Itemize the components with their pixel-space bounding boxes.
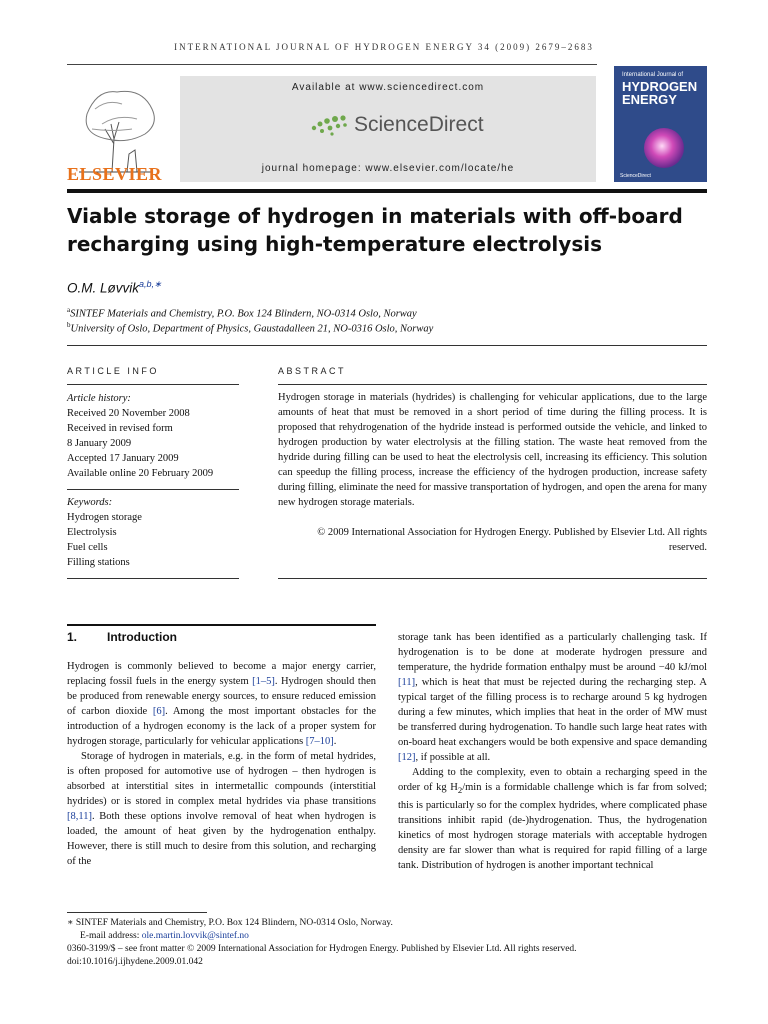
affiliation-a-mark: a	[67, 306, 71, 314]
keyword-item: Fuel cells	[67, 542, 108, 553]
cover-journal-title	[622, 80, 697, 106]
affiliation-b	[67, 321, 433, 335]
cover-title-line1: HYDROGEN	[622, 79, 698, 94]
cover-title-line2: ENERGY	[622, 92, 677, 107]
intro-paragraph-4	[398, 765, 707, 873]
email-label: E-mail address:	[80, 931, 142, 941]
author-line	[67, 279, 162, 296]
abstract-text: Hydrogen storage in materials (hydrides) is challenging for vehicular applications, due to the large amounts of heat that must be removed in a short period of time during the filling process. It is proposed that rehydrogenation of the hydride instead is performed outside the vehicle, and linked to hydrogen production by water electrolysis at the filling station. The waste heat removed from the hydride during filling can be used to heat the electrolysis cell, increasing its efficiency. This solution can speedup the filling process, increase the efficiency of the hydrogen production, increase safety during filling, eliminate the need for massive transportation of hydrogen, and open the arena for many new hydrogen storage materials.	[278, 392, 707, 508]
citation-link[interactable]: [8,11]	[67, 811, 92, 822]
history-accepted: Accepted 17 January 2009	[67, 453, 179, 464]
section-title: Introduction	[107, 630, 177, 644]
cover-footer: ScienceDirect	[620, 173, 651, 179]
text-run: /min is a formidable challenge which is far from solved; this is particularly so for the complex hydrides, where complicated phase transitions inhibit rapid (de-)hydrogenation. Thus, the hydrogenation kinetics of most hydrogen storage materials with acceptable hydrogen density are far slower than what is required for rapid filling of a large tank. Distribution of hydrogen is another important technical	[398, 782, 707, 872]
citation-link[interactable]: [7–10]	[305, 736, 334, 747]
article-title: Viable storage of hydrogen in materials with off-board recharging using high-temperature electrolysis	[67, 204, 683, 256]
email-line	[80, 930, 700, 943]
affiliation-a	[67, 306, 417, 320]
journal-homepage-link[interactable]: journal homepage: www.elsevier.com/locate/he	[261, 163, 515, 174]
section-number: 1.	[67, 630, 78, 644]
article-info-heading: ARTICLE INFO	[67, 366, 159, 376]
running-head: INTERNATIONAL JOURNAL OF HYDROGEN ENERGY 34 (2009) 2679–2683	[174, 42, 594, 52]
footnote-star: ∗	[67, 918, 74, 928]
header-divider	[67, 345, 707, 346]
journal-cover	[614, 66, 707, 182]
intro-rule	[67, 624, 376, 626]
text-run: . Both these options involve removal of heat when hydrogen is loaded, the amount of heat given by the hydrogenation enthalpy. However, there is still much to desire from this solution, and recharging of the	[67, 811, 376, 867]
cover-orb-image	[644, 128, 684, 168]
available-at-link[interactable]: Available at www.sciencedirect.com	[291, 82, 485, 93]
intro-left-column	[67, 659, 376, 869]
section-heading-introduction	[67, 630, 177, 644]
citation-link[interactable]: [11]	[398, 677, 416, 688]
abstract-rule	[278, 384, 707, 385]
text-run: . Hydrogen should then be produced from renewable energy sources, to ensure reduced emission of carbon dioxide	[67, 676, 376, 717]
corresponding-author-note	[67, 917, 707, 930]
text-run: Hydrogen is commonly believed to become a major energy carrier, replacing fossil fuels in the energy system	[67, 661, 376, 687]
doi-line[interactable]: doi:10.1016/j.ijhydene.2009.01.042	[67, 957, 203, 967]
intro-right-column	[398, 630, 707, 873]
keywords-block	[67, 495, 239, 570]
author-affil-marks[interactable]: a,b,∗	[139, 279, 162, 289]
elsevier-wordmark: ELSEVIER	[67, 164, 163, 184]
history-label: Article history:	[67, 393, 131, 404]
abstract-heading: ABSTRACT	[278, 366, 347, 376]
text-run: .	[333, 736, 337, 747]
history-online: Available online 20 February 2009	[67, 468, 214, 479]
text-run: . Among the most important obstacles for the introduction of a hydrogen economy is the lack of a proper system for hydrogen storage, particularly for vehicular applications	[67, 706, 376, 747]
affiliation-b-mark: b	[67, 321, 71, 329]
history-received: Received 20 November 2008	[67, 408, 190, 419]
citation-link[interactable]: [6]	[152, 706, 166, 717]
citation-link[interactable]: [12]	[398, 752, 416, 763]
keywords-label: Keywords:	[67, 497, 113, 508]
affiliation-b-text: University of Oslo, Department of Physics, Gaustadalleen 21, NO-0316 Oslo, Norway	[70, 323, 434, 335]
article-info-rule	[67, 384, 239, 385]
keyword-item: Electrolysis	[67, 527, 117, 538]
author-name: O.M. Løvvik	[67, 280, 140, 296]
text-run: storage tank has been identified as a particularly challenging task. If hydrogenation is to be done at moderate hydrogen pressure and temperature, the hydride formation enthalpy must be around −40 kJ/mol	[398, 632, 707, 673]
masthead-top-rule	[67, 64, 597, 65]
masthead-bottom-rule	[67, 189, 707, 193]
keyword-item: Hydrogen storage	[67, 512, 142, 523]
email-link[interactable]: ole.martin.lovvik@sintef.no	[141, 931, 249, 941]
history-revised-label: Received in revised form	[67, 423, 173, 434]
footnote-rule	[67, 912, 207, 913]
citation-link[interactable]: [1–5]	[252, 676, 275, 687]
article-history	[67, 391, 239, 481]
text-run: , if possible at all.	[415, 752, 491, 763]
abstract-copyright: © 2009 International Association for Hydrogen Energy. Published by Elsevier Ltd. All rights reserved.	[317, 527, 707, 553]
intro-paragraph-3	[398, 630, 707, 765]
subscript: 2	[457, 785, 463, 796]
history-revised-date: 8 January 2009	[67, 438, 132, 449]
keyword-item: Filling stations	[67, 557, 130, 568]
cover-journal-prefix: International Journal of	[622, 72, 684, 78]
intro-paragraph-1	[67, 659, 376, 749]
corresponding-address: SINTEF Materials and Chemistry, P.O. Box 124 Blindern, NO-0314 Oslo, Norway.	[75, 918, 393, 928]
article-info-bottom-rule	[67, 578, 239, 579]
front-matter-line: 0360-3199/$ – see front matter © 2009 International Association for Hydrogen Energy. Published by Elsevier Ltd. All rights reserved.	[67, 944, 577, 954]
sciencedirect-dots-icon	[310, 112, 350, 138]
text-run: Storage of hydrogen in materials, e.g. in the form of metal hydrides, is often proposed for automotive use of hydrogen – then hydrogen is absorbed at interstitial sites in intermetallic compounds (interstitial hydrides) or is stored in complex metal hydrides via phase transitions	[67, 751, 376, 807]
keywords-rule	[67, 489, 239, 490]
sciencedirect-logo[interactable]	[310, 112, 484, 138]
sciencedirect-wordmark: ScienceDirect	[354, 113, 484, 136]
intro-paragraph-2	[67, 749, 376, 869]
abstract-bottom-rule	[278, 578, 707, 579]
affiliation-a-text: SINTEF Materials and Chemistry, P.O. Box 124 Blindern, NO-0314 Oslo, Norway	[70, 308, 417, 320]
text-run: , which is heat that must be rejected during the recharging step. A typical target of the filling process is to recharge around 5 kg hydrogen during a few minutes, which implies that heat in the order of MW must be transferred during hydrogenation. To handle such large heat rates with on-board heat exchangers would be both expensive and space demanding	[398, 677, 707, 748]
text-run: Adding to the complexity, even to obtain a recharging speed in the order of kg H	[398, 767, 707, 793]
